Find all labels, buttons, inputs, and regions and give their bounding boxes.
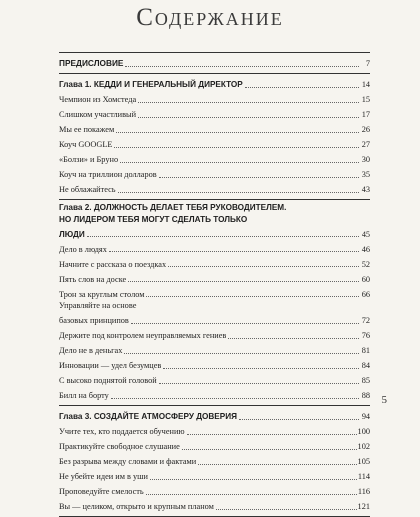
dot-leader	[159, 372, 359, 384]
entry-title: ЛЮДИ	[59, 229, 85, 239]
entry-page-number: 60	[361, 274, 370, 284]
toc-entry	[59, 483, 370, 498]
toc-entry	[59, 468, 370, 483]
entry-title: Дело в людях	[59, 244, 107, 254]
dot-leader	[239, 408, 359, 420]
toc-entry	[59, 106, 370, 121]
dot-leader	[118, 181, 359, 193]
entry-page-number: 66	[361, 289, 370, 299]
entry-title: Инновации — удел безумцев	[59, 361, 162, 371]
entry-title: Пять слов на доске	[59, 274, 127, 284]
toc-entry	[59, 121, 370, 136]
entry-title: Трон за круглым столом	[59, 289, 145, 299]
entry-title: Дело не в деньгах	[59, 346, 123, 356]
dot-leader	[146, 483, 357, 495]
table-of-contents	[59, 52, 370, 517]
entry-page-number: 30	[361, 155, 370, 165]
toc-entry	[59, 300, 370, 312]
entry-page-number: 35	[361, 170, 370, 180]
entry-title: «Болзи» и Бруно	[59, 155, 119, 165]
entry-title: Коуч на триллион долларов	[59, 170, 157, 180]
entry-page-number: 102	[357, 442, 370, 452]
dot-leader	[150, 468, 357, 480]
dot-leader	[168, 255, 359, 267]
chapter-heading	[59, 408, 370, 423]
toc-section	[59, 53, 370, 74]
toc-entry	[59, 166, 370, 181]
entry-title: Без разрыва между словами и фактами	[59, 457, 197, 467]
chapter-heading	[59, 214, 370, 226]
toc-entry	[59, 342, 370, 357]
dot-leader	[111, 387, 359, 399]
toc-entry	[59, 270, 370, 285]
entry-page-number: 94	[361, 412, 370, 422]
dot-leader	[87, 225, 359, 237]
entry-title: НО ЛИДЕРОМ ТЕБЯ МОГУТ СДЕЛАТЬ ТОЛЬКО	[59, 214, 248, 224]
entry-title: С высоко поднятой головой	[59, 376, 157, 386]
page-title: Содержание	[136, 4, 284, 31]
chapter-heading	[59, 202, 370, 214]
dot-leader	[128, 270, 359, 282]
toc-section	[59, 200, 370, 406]
toc-entry	[59, 151, 370, 166]
entry-page-number: 105	[357, 457, 370, 467]
entry-page-number: 52	[361, 259, 370, 269]
entry-title: Мы ее покажем	[59, 125, 115, 135]
toc-entry	[59, 372, 370, 387]
toc-entry	[59, 423, 370, 438]
entry-title: базовых принципов	[59, 316, 129, 326]
entry-title: Глава 2. ДОЛЖНОСТЬ ДЕЛАЕТ ТЕБЯ РУКОВОДИТЕЛЕМ.	[59, 203, 287, 212]
dot-leader	[182, 438, 357, 450]
entry-title: Практикуйте свободное слушание	[59, 442, 180, 452]
entry-page-number: 114	[357, 472, 370, 482]
entry-title: Управляйте на основе	[59, 301, 137, 311]
entry-page-number: 81	[361, 346, 370, 356]
dot-leader	[187, 423, 357, 435]
entry-page-number: 121	[357, 502, 370, 512]
entry-page-number: 100	[357, 427, 370, 437]
dot-leader	[131, 312, 359, 324]
dot-leader	[125, 55, 359, 67]
dot-leader	[124, 342, 359, 354]
entry-page-number: 27	[361, 140, 370, 150]
dot-leader	[109, 240, 359, 252]
entry-title: Не облажайтесь	[59, 185, 116, 195]
toc-section	[59, 406, 370, 517]
entry-page-number: 43	[361, 185, 370, 195]
dot-leader	[138, 106, 359, 118]
toc-entry	[59, 453, 370, 468]
dot-leader	[159, 166, 359, 178]
entry-page-number: 14	[361, 80, 370, 90]
entry-page-number: 72	[361, 316, 370, 326]
entry-page-number: 26	[361, 125, 370, 135]
entry-title: ПРЕДИСЛОВИЕ	[59, 58, 124, 69]
entry-page-number: 76	[361, 331, 370, 341]
page-number: 5	[381, 394, 387, 406]
toc-entry	[59, 498, 370, 513]
dot-leader	[198, 453, 356, 465]
dot-leader	[216, 498, 357, 510]
toc-entry	[59, 240, 370, 255]
dot-leader	[163, 357, 359, 369]
entry-page-number: 116	[357, 487, 370, 497]
toc-entry	[59, 387, 370, 402]
entry-title: Вы — целиком, открыто и крупным планом	[59, 502, 214, 512]
toc-entry	[59, 285, 370, 300]
dot-leader	[146, 285, 359, 297]
entry-title: Глава 3. СОЗДАЙТЕ АТМОСФЕРУ ДОВЕРИЯ	[59, 412, 238, 422]
toc-section	[59, 74, 370, 200]
entry-title: Держите под контролем неуправляемых гениев	[59, 331, 227, 341]
toc-entry	[59, 55, 370, 70]
dot-leader	[120, 151, 359, 163]
toc-entry	[59, 327, 370, 342]
entry-title: Билл на борту	[59, 391, 109, 401]
toc-entry	[59, 438, 370, 453]
entry-title: Слишком участливый	[59, 110, 137, 120]
entry-page-number: 84	[361, 361, 370, 371]
entry-page-number: 7	[365, 59, 370, 69]
entry-title: Не убейте идеи им в уши	[59, 472, 148, 482]
entry-title: Учите тех, кто поддается обучению	[59, 427, 185, 437]
entry-title: Чемпион из Хомстеда	[59, 95, 137, 105]
toc-entry	[59, 312, 370, 327]
dot-leader	[228, 327, 359, 339]
dot-leader	[114, 136, 359, 148]
entry-title: Глава 1. КЕДДИ И ГЕНЕРАЛЬНЫЙ ДИРЕКТОР	[59, 80, 243, 90]
toc-entry	[59, 357, 370, 372]
dot-leader	[138, 91, 359, 103]
toc-entry	[59, 136, 370, 151]
toc-entry	[59, 255, 370, 270]
entry-title: Проповедуйте смелость	[59, 487, 144, 497]
toc-entry	[59, 181, 370, 196]
entry-title: Коуч GOOGLE	[59, 140, 113, 150]
entry-page-number: 85	[361, 376, 370, 386]
entry-page-number: 15	[361, 95, 370, 105]
chapter-heading	[59, 225, 370, 240]
entry-title: Начните с рассказа о поездках	[59, 259, 167, 269]
chapter-heading	[59, 76, 370, 91]
entry-page-number: 45	[361, 229, 370, 239]
dot-leader	[116, 121, 359, 133]
toc-entry	[59, 91, 370, 106]
entry-page-number: 88	[361, 391, 370, 401]
entry-page-number: 17	[361, 110, 370, 120]
entry-page-number: 46	[361, 244, 370, 254]
dot-leader	[245, 76, 359, 88]
